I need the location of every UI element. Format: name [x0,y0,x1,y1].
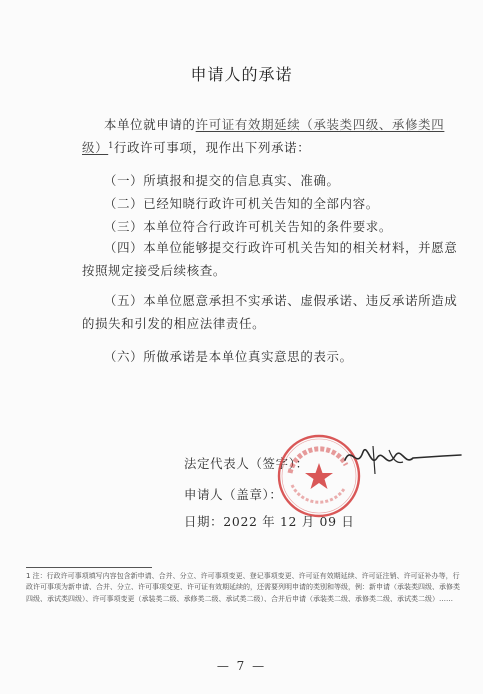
intro-prefix: 本单位就申请的 [104,117,196,132]
applicant-seal-label: 申请人（盖章）： [184,487,283,502]
commitment-item-3: （三）本单位符合行政许可机关告知的条件要求。 [104,219,392,234]
footnote-mark: 1 [108,141,114,151]
page-title: 申请人的承诺 [190,65,293,84]
handwritten-signature [343,440,463,480]
commitment-item-4: （四）本单位能够提交行政许可机关告知的相关材料，并愿意按照规定接受后续核查。 [82,240,458,279]
commitment-item-2: （二）已经知晓行政许可机关告知的全部内容。 [104,196,379,211]
intro-suffix: 行政许可事项，现作出下列承诺： [113,140,311,156]
footnote: 1 注：行政许可事项填写内容包含新申请、合并、分立、许可事项变更、登记事项变更、许可证有效期延续、许可证注销、许可证补办等，行政许可事项为新申请、合并、分立、许可事项变更、许可证有效期延续的，还需要列明申请的类别和等级，例：新申请（承装类四级、承修类四级、承试类四级）、许可事项变更（承装类二级、承修类二级、承试类二级）、合并后申请（承装类二级、承修类二级、承试类二级）…… [26,572,460,603]
legal-representative-label: 法定代表人（签字）： [184,456,309,471]
commitment-item-6: （六）所做承诺是本单位真实意思的表示。 [104,349,353,364]
intro-underlined: 许可证有效期延续（承装类四级、承修类四级） [82,117,445,156]
intro-paragraph [82,113,458,160]
signature-date: 日期：2022 年 12 月 09 日 [184,514,355,529]
commitment-item-1: （一）所填报和提交的信息真实、准确。 [104,173,340,188]
commitment-item-5: （五）本单位愿意承担不实承诺、虚假承诺、违反承诺所造成的损失和引发的相应法律责任。 [82,293,458,332]
page-number: — 7 — [216,659,267,673]
footnote-divider [26,567,152,568]
